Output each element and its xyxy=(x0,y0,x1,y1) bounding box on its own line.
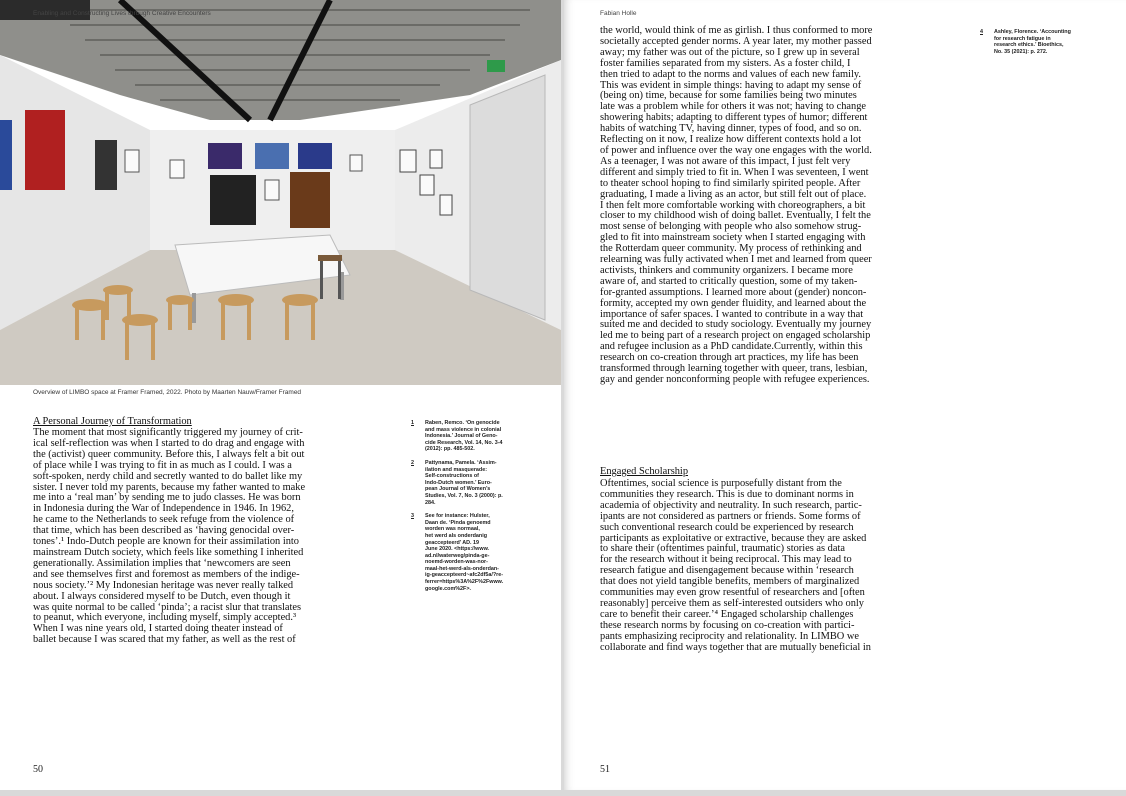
footnotes xyxy=(411,420,541,599)
footnote xyxy=(411,420,541,453)
footnote-text: See for instance: Hulster, Daan de. ‘Pinda genoemd worden was normaal, het werd als onderdanig geaccepteerd’ AD. 19 June 2020. <https://www. ad.nl/waterweg/pinda-ge- noemd-worden-was-nor- maal-het-werd-als-onderdan- ig-geaccepteerd~afc2df5a/?re- ferrer=https%3A%2F%2Fwww. google.com%2F>. xyxy=(425,513,504,592)
footnote-number[interactable]: 4 xyxy=(980,29,983,35)
footnote xyxy=(980,29,1110,55)
footnote-text: Raben, Remco. ‘On genocide and mass violence in colonial Indonesia.’ Journal of Geno- cide Research, Vol. 14, No. 3-4 (2012): pp. 485-502. xyxy=(425,420,503,453)
page-number: 51 xyxy=(600,764,610,775)
footnote-number[interactable]: 3 xyxy=(411,513,414,520)
right-page xyxy=(564,0,1126,790)
footnote xyxy=(411,513,541,592)
photo-caption: Overview of LIMBO space at Framer Framed, 2022. Photo by Maarten Nauw/Framer Framed xyxy=(33,389,302,396)
footnote-text: Pattynama, Pamela. ‘Assim- ilation and masquerade: Self-constructions of Indo-Dutch women.’ Euro- pean Journal of Women’s Studies, Vol. 7, No. 3 (2000): p. 284. xyxy=(425,459,503,506)
footnote-text: Ashley, Florence. ‘Accounting for research fatigue in research ethics.’ Bioethics, No. 35 (2021): p. 272. xyxy=(994,29,1071,55)
body-text: The moment that most significantly triggered my journey of crit- ical self-reflection was when I started to do drag and engage with the (activist) queer community. Before this, I always felt a bit out of place while I was trying to fit in as much as I could. I was a soft-spoken, nerdy child and secretly wanted to do ballet like my sister. I never told my parents, because my father wanted to make me into a ‘real man’ by sending me to judo classes. He was born in Indonesia during the War of Independence in 1946. In 1962, he came to the Netherlands to seek refuge from the violence of that time, which has been described as ‘having genocidal over- tones’.¹ Indo-Dutch people are known for their assimilation into mainstream Dutch society, which feels like something I inherited generationally. Assimilation implies that ‘newcomers are seen and see themselves first and foremost as members of the indige- nous society.’² My Indonesian heritage was never really talked about. I always considered myself to be Dutch, even though it was quite normal to be called ‘pinda’; a racist slur that translates to peanut, which everyone, including myself, simply accepted.³ When I was nine years old, I started doing theater instead of ballet because I was scared that my father, as well as the rest of xyxy=(33,427,306,646)
section-heading: Engaged Scholarship xyxy=(600,466,689,477)
running-head: Fabian Holle xyxy=(600,10,637,17)
gallery-photo xyxy=(0,0,561,385)
page-number: 50 xyxy=(33,764,43,775)
footnote xyxy=(411,460,541,506)
footnote-number[interactable]: 1 xyxy=(411,420,414,426)
body-text: Oftentimes, social science is purposefully distant from the communities they research. This is due to dominant norms in academia of objectivity and neutrality. In such research, partic- ipants are not considered as partners or friends. Some forms of such conventional research could be experienced by research participants as exploitative or extractive, because they are asked to share their (oftentimes painful, traumatic) stories as data for the research without it being reciprocal. This may lead to research fatigue and disengagement because within ‘research that does not yield tangible benefits, members of marginalized communities may even grow resentful of researchers and [often reasonably] perceive them as self-interested outsiders who only care to benefit their career.’⁴ Engaged scholarship challenges these research norms by focusing on co-creation with partici- pants emphasizing reciprocity and relationality. In LIMBO we collaborate and find ways together that are mutually beneficial in xyxy=(600,478,871,653)
section-heading: A Personal Journey of Transformation xyxy=(33,416,192,427)
running-head: Enabling and Constructing Lives through Creative Encounters xyxy=(33,10,211,17)
footnotes xyxy=(980,29,1110,62)
left-page xyxy=(0,0,561,790)
body-text: the world, would think of me as girlish. I thus conformed to more societally accepted gender norms. A year later, my mother passed away; my father was out of the picture, so I grew up in several foster families separated from my sisters. As a foster child, I then tried to adapt to the norms and values of each new family. This was evident in simple things: having to adapt my sense of (being on) time, because for some families being two minutes late was a problem while for others it was not; having to change showering habits; adapting to different types of humor; different habits of watching TV, having dinner, types of food, and so on. Reflecting on it now, I realize how different contexts hold a lot of power and influence over the way one engages with the world. As a teenager, I was not aware of this impact, I just felt very different and simply tried to fit in. When I was seventeen, I went to theater school hoping to find similarly spirited people. After graduating, I made a living as an actor, but still felt out of place. I then felt more comfortable working with choreographers, a bit closer to my childhood wish of doing ballet. Eventually, I felt the most sense of belonging with people who also somehow strug- gled to fit into mainstream society when I started engaging with the Rotterdam queer community. My process of rethinking and relearning was fully activated when I met and learned from queer activists, thinkers and community organizers. I became more aware of, and started to critically question, some of my taken- for-granted assumptions. I learned more about (gender) noncon- formity, accepted my own gender fluidity, and learned about the importance of safer spaces. I wanted to contribute in a way that suited me and decided to study sociology. Eventually my journey led me to being part of a research project on engaged scholarship and refugee inclusion as a PhD candidate.Currently, within this research on co-creation through art practices, my life has been transformed through learning together with queer, trans, lesbian, gay and gender nonconforming people with refugee experiences. xyxy=(600,25,873,385)
footnote-number[interactable]: 2 xyxy=(411,459,414,466)
